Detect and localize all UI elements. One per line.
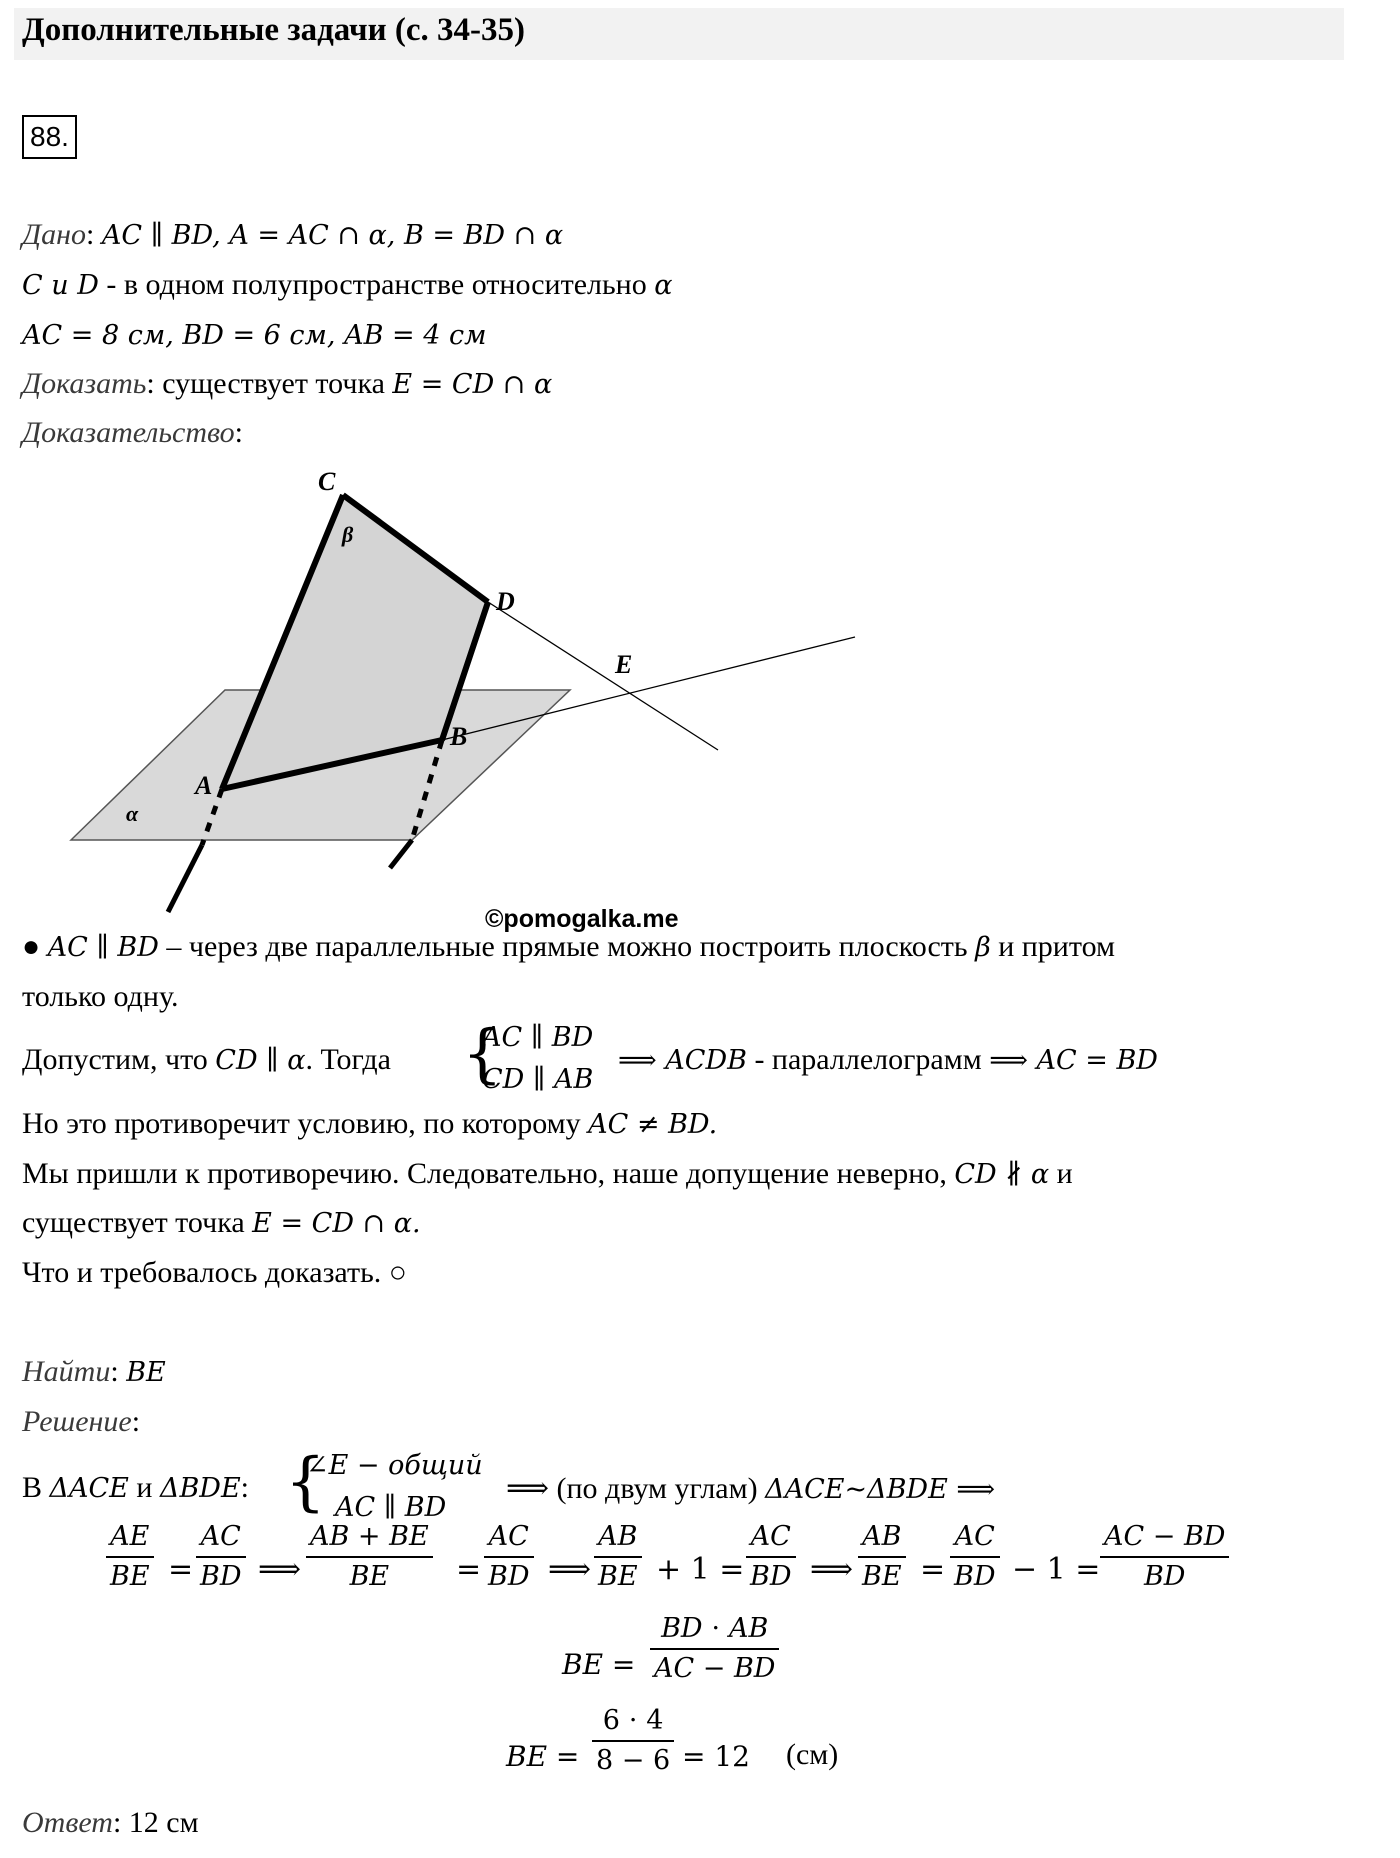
page-title: Дополнительные задачи (с. 34-35) [22, 12, 525, 48]
proof-expr-4: AC ≠ BD. [588, 1109, 718, 1140]
frac-ac-bd-1: $\frac{AC}{BD}$ [196, 1520, 246, 1594]
proof-text-4: Но это противоречит условию, по которому [22, 1107, 589, 1140]
frac-ac-minus-bd: $\frac{AC - BD}{BD}$ [1100, 1520, 1229, 1594]
proof-line-3 [22, 1043, 391, 1077]
system-1-line-1: AC ∥ BD [482, 1022, 594, 1053]
label-a: A [195, 771, 213, 800]
op-impl-2: ⟹ [548, 1552, 592, 1587]
system-brace-2: { [285, 1445, 326, 1519]
solution-colon: : [240, 1471, 249, 1504]
frac-be-formula: $\frac{BD \cdot AB}{AC - BD}$ [650, 1612, 779, 1686]
proof-expr-6: E = CD ∩ α. [252, 1208, 421, 1239]
proof-text-1: – через две параллельные прямые можно построить плоскость [158, 930, 976, 963]
proof-tail-1: и притом [990, 930, 1115, 963]
op-plus-one: + 1 = [656, 1552, 745, 1587]
solution-impl [506, 1471, 995, 1506]
bd-extension [390, 840, 412, 868]
find-expr: BE [126, 1357, 166, 1388]
proof-line-7: Что и требовалось доказать. ○ [22, 1256, 407, 1289]
prove-label: Доказать [22, 367, 147, 400]
system-brace-1: { [462, 1017, 503, 1091]
label-b: B [450, 722, 468, 751]
label-e: E [615, 650, 633, 679]
frac-ae-be: $\frac{AE}{BE}$ [106, 1520, 154, 1594]
proof-line-2: только одну. [22, 980, 179, 1013]
proof-expr-5: CD ∦ α [954, 1159, 1050, 1190]
solution-label-line: Решение: [22, 1405, 141, 1438]
eq3-lhs: BE = [506, 1740, 580, 1773]
op-impl-1: ⟹ [258, 1552, 302, 1587]
given-alpha: α [654, 270, 673, 301]
frac-ab-be-1: $\frac{AB}{BE}$ [594, 1520, 642, 1594]
proof-line-6 [22, 1206, 421, 1240]
solution-impl-text: ⟹ (по двум углам) [506, 1472, 766, 1505]
solution-impl-expr: ΔACE~ΔBDE ⟹ [765, 1474, 996, 1505]
proof-line-4 [22, 1107, 717, 1141]
given-label: Дано [22, 218, 86, 251]
proof-expr-1: AC ∥ BD [47, 932, 159, 963]
frac-ab-be-2: $\frac{AB}{BE}$ [858, 1520, 906, 1594]
prove-text: существует точка [162, 367, 393, 400]
system-1-line-2: CD ∥ AB [482, 1064, 594, 1095]
given-expr-3: AC = 8 см, BD = 6 см, AB = 4 см [22, 320, 487, 351]
solution-intro [22, 1471, 249, 1505]
label-alpha: α [126, 801, 139, 826]
eq3-rhs: = 12 [682, 1740, 750, 1773]
proof-label-line: Доказательство: [22, 416, 243, 449]
label-d: D [496, 587, 515, 616]
geometry-figure [0, 450, 900, 920]
solution-and: и [128, 1471, 160, 1504]
given-line-2 [22, 268, 672, 302]
op-eq-2: = [456, 1552, 482, 1587]
proof-then: . Тогда [305, 1043, 391, 1076]
proof-beta: β [975, 932, 991, 963]
prove-expr: E = CD ∩ α [392, 369, 553, 400]
given-vars: C и D [22, 270, 99, 301]
label-beta: β [342, 522, 354, 547]
proof-text-3: Допустим, что [22, 1043, 216, 1076]
frac-ac-bd-2: $\frac{AC}{BD}$ [484, 1520, 534, 1594]
proof-line-5 [22, 1157, 1073, 1191]
answer-line: Ответ: 12 см [22, 1806, 199, 1839]
line-be [442, 637, 855, 740]
proof-text-5: Мы пришли к противоречию. Следовательно, наше допущение неверно, [22, 1157, 955, 1190]
given-text-2: - в одном полупространстве относительно [98, 268, 655, 301]
proof-expr-3: CD ∥ α [215, 1045, 306, 1076]
solution-label: Решение [22, 1405, 132, 1438]
op-impl-3: ⟹ [810, 1552, 854, 1587]
system-2-line-2: AC ∥ BD [335, 1492, 447, 1523]
watermark: ©pomogalka.me [485, 905, 679, 933]
system-2-line-1: ∠E − общий [306, 1450, 483, 1481]
proof-line-1 [22, 930, 1115, 964]
op-eq-3: = [920, 1552, 946, 1587]
ac-extension [168, 845, 202, 912]
label-c: C [318, 467, 336, 496]
given-line-3 [22, 318, 486, 352]
proof-end-3: ⟹ AC = BD [989, 1045, 1158, 1076]
answer-label: Ответ [22, 1806, 113, 1839]
given-line-1: Дано: AC ∥ BD, A = AC ∩ α, B = BD ∩ α [22, 218, 564, 251]
problem-number: 88. [22, 115, 77, 159]
find-label: Найти [22, 1355, 111, 1388]
bullet-icon: ● [22, 930, 41, 963]
eq3-unit: (см) [786, 1738, 839, 1771]
find-line: Найти: BE [22, 1355, 166, 1388]
proof-label: Доказательство [22, 416, 235, 449]
given-expr-1: AC ∥ BD, A = AC ∩ α, B = BD ∩ α [101, 220, 564, 251]
frac-ac-bd-3: $\frac{AC}{BD}$ [746, 1520, 796, 1594]
frac-ab-plus-be: $\frac{AB + BE}{BE}$ [306, 1520, 433, 1594]
triangle-ace: ΔACE [49, 1473, 129, 1504]
proof-parallelogram: - параллелограмм [746, 1043, 990, 1076]
triangle-bde: ΔBDE [159, 1473, 241, 1504]
frac-numeric: $\frac{6 \cdot 4}{8 - 6}$ [592, 1704, 674, 1778]
proof-tail-5: и [1049, 1157, 1073, 1190]
proof-line-3-end [618, 1043, 1158, 1077]
frac-ac-bd-4: $\frac{AC}{BD}$ [950, 1520, 1000, 1594]
answer-value: 12 см [128, 1806, 199, 1839]
prove-line: Доказать: существует точка E = CD ∩ α [22, 367, 553, 400]
solution-intro-text: В [22, 1471, 50, 1504]
op-eq-1: = [168, 1552, 194, 1587]
eq2-lhs: BE = [562, 1648, 636, 1681]
proof-text-6: существует точка [22, 1206, 253, 1239]
op-minus-one: − 1 = [1012, 1552, 1101, 1587]
proof-impl-3: ⟹ ACDB [618, 1045, 747, 1076]
